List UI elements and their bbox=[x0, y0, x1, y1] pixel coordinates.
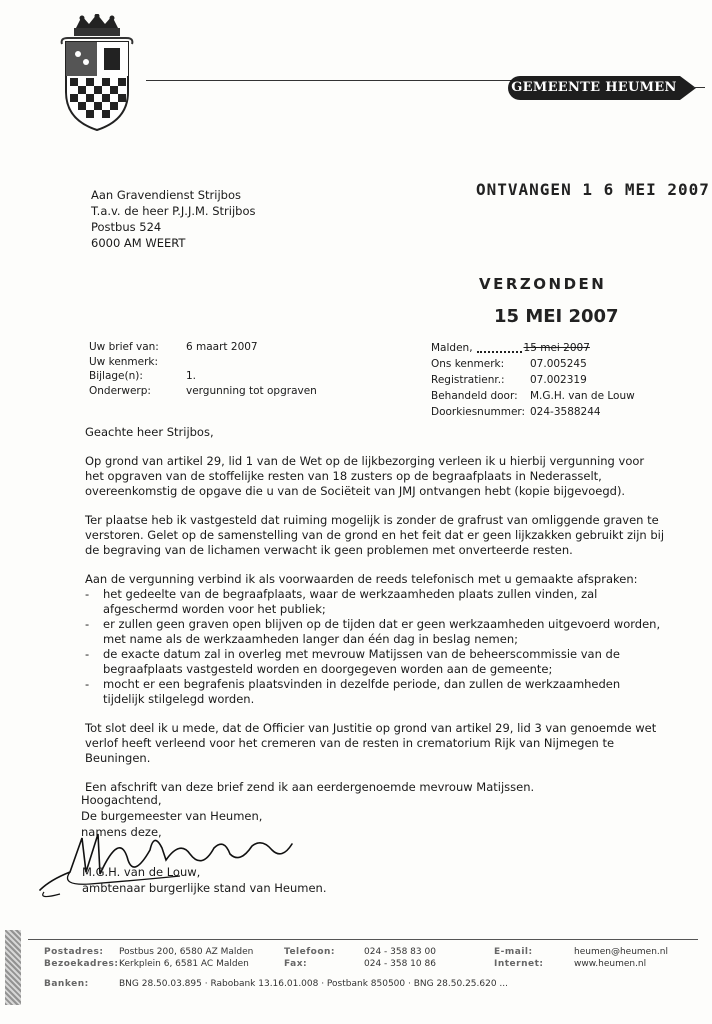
closing-line: Hoogachtend, bbox=[81, 793, 162, 807]
banner-tail bbox=[693, 87, 705, 88]
list-item: - er zullen geen graven open blijven op de tijden dat er geen werkzaamheden uitgevoerd worden, met name als de werkzaamheden langer dan één dag in beslag nemen; bbox=[85, 617, 665, 647]
meta-row bbox=[431, 388, 635, 404]
meta-row bbox=[89, 340, 317, 355]
dotted-line bbox=[477, 340, 522, 353]
paragraph: Een afschrift van deze brief zend ik aan eerdergenoemde mevrouw Matijssen. bbox=[85, 780, 535, 794]
municipality-banner: GEMEENTE HEUMEN bbox=[508, 76, 680, 100]
meta-key: Uw brief van: bbox=[89, 341, 159, 353]
signatory-title: ambtenaar burgerlijke stand van Heumen. bbox=[82, 881, 327, 895]
meta-value: M.G.H. van de Louw bbox=[530, 390, 635, 402]
list-item: - mocht er een begrafenis plaatsvinden in dezelfde periode, dan zullen de werkzaamheden tijdelijk stilgelegd worden. bbox=[85, 677, 665, 707]
meta-row bbox=[89, 384, 317, 399]
paragraph: Aan de vergunning verbind ik als voorwaarden de reeds telefonisch met u gemaakte afspraken: bbox=[85, 572, 638, 586]
scan-edge-strip bbox=[5, 930, 21, 1005]
closing-line: namens deze, bbox=[81, 825, 162, 839]
footer-label: Fax: bbox=[284, 959, 308, 969]
meta-value: 07.005245 bbox=[530, 358, 587, 370]
address-line: 6000 AM WEERT bbox=[91, 236, 186, 250]
meta-row bbox=[89, 355, 317, 370]
footer-rule bbox=[28, 939, 698, 940]
meta-key: Onderwerp: bbox=[89, 384, 151, 397]
paragraph: Op grond van artikel 29, lid 1 van de Wet op de lijkbezorging verleen ik u hierbij vergunning voor het opgraven van de stoffelijke resten van 18 zusters op de begraafplaats in Nederasselt, overeenkomstig de opgave die u van de Sociëteit van JMJ ontvangen hebt (kopie bijgevoegd). bbox=[85, 454, 645, 498]
address-line: T.a.v. de heer P.J.J.M. Strijbos bbox=[91, 204, 256, 218]
malden-date-row bbox=[431, 340, 635, 356]
footer-postadres bbox=[44, 946, 103, 958]
salutation: Geachte heer Strijbos, bbox=[85, 425, 214, 439]
footer-fax-label bbox=[284, 958, 307, 970]
meta-key: Ons kenmerk: bbox=[431, 358, 505, 370]
footer-value: 024 - 358 10 86 bbox=[364, 959, 436, 969]
footer-label: Banken: bbox=[44, 979, 89, 989]
paragraph: Ter plaatse heb ik vastgesteld dat ruiming mogelijk is zonder de grafrust van omliggende graven te verstoren. Gelet op de samenstelling van de grond en het feit dat er geen lijkzakken gebruikt zijn bij de begraving van de lichamen verwacht ik geen problemen met onverteerde resten. bbox=[85, 513, 665, 557]
meta-value: vergunning tot opgraven bbox=[186, 384, 317, 397]
footer-bezoekadres bbox=[44, 958, 119, 970]
malden-date: 15 mei 2007 bbox=[523, 342, 590, 354]
meta-key: Doorkiesnummer: bbox=[431, 406, 526, 418]
footer-label: Telefoon: bbox=[284, 947, 336, 957]
footer-label: Internet: bbox=[494, 959, 544, 969]
meta-value: 6 maart 2007 bbox=[186, 341, 258, 353]
footer-value: 024 - 358 83 00 bbox=[364, 947, 436, 957]
meta-value: 1. bbox=[186, 370, 197, 382]
reference-block-right bbox=[431, 340, 635, 420]
meta-key: Behandeld door: bbox=[431, 390, 518, 402]
meta-row bbox=[431, 372, 635, 388]
malden-label: Malden, bbox=[431, 342, 473, 354]
meta-row bbox=[89, 369, 317, 384]
coat-of-arms-icon bbox=[58, 14, 136, 132]
footer-banken-label bbox=[44, 978, 89, 990]
address-line: Aan Gravendienst Strijbos bbox=[91, 188, 241, 202]
meta-key: Uw kenmerk: bbox=[89, 355, 159, 368]
footer-label: Bezoekadres: bbox=[44, 959, 119, 969]
reference-block-left bbox=[89, 340, 317, 398]
address-line: Postbus 524 bbox=[91, 220, 162, 234]
footer-label: Postadres: bbox=[44, 947, 104, 957]
footer-internet-label bbox=[494, 958, 544, 970]
footer-banken: BNG 28.50.03.895 · Rabobank 13.16.01.008 · Postbank 850500 · BNG 28.50.25.620 ... bbox=[119, 979, 509, 989]
footer-internet-link[interactable]: www.heumen.nl bbox=[574, 959, 647, 969]
list-item: - het gedeelte van de begraafplaats, waar de werkzaamheden plaats zullen vinden, zal afgeschermd worden voor het publiek; bbox=[85, 587, 665, 617]
banner-arrow bbox=[680, 76, 696, 100]
meta-row bbox=[431, 356, 635, 372]
letter-body bbox=[85, 425, 665, 809]
footer-telefoon-label bbox=[284, 946, 335, 958]
meta-value: 024-3588244 bbox=[530, 406, 601, 418]
meta-key: Registratienr.: bbox=[431, 374, 505, 386]
received-stamp bbox=[476, 180, 710, 199]
received-label: ONTVANGEN bbox=[476, 180, 572, 199]
conditions-list bbox=[85, 587, 665, 707]
list-item: - de exacte datum zal in overleg met mevrouw Matijssen van de beheerscommissie van de begraafplaats vastgesteld worden en doorgegeven worden aan de gemeente; bbox=[85, 647, 665, 677]
footer-email-link[interactable]: heumen@heumen.nl bbox=[574, 947, 668, 957]
closing-line: De burgemeester van Heumen, bbox=[81, 809, 263, 823]
paragraph: Tot slot deel ik u mede, dat de Officier van Justitie op grond van artikel 29, lid 3 van genoemde wet verlof heeft verleend voor het cremeren van de resten in crematorium Rijk van Nijmegen te Beuningen. bbox=[85, 721, 657, 765]
meta-value: 07.002319 bbox=[530, 374, 587, 386]
received-date: 1 6 MEI 2007 bbox=[582, 180, 710, 199]
header-rule bbox=[146, 80, 511, 81]
signatory-name: M.G.H. van de Louw, bbox=[82, 865, 201, 879]
meta-row bbox=[431, 404, 635, 420]
footer-email-label bbox=[494, 946, 533, 958]
recipient-address bbox=[91, 187, 255, 251]
footer-value: Postbus 200, 6580 AZ Malden bbox=[119, 947, 254, 957]
signatory-block bbox=[82, 864, 327, 896]
meta-key: Bijlage(n): bbox=[89, 370, 143, 382]
footer-label: E-mail: bbox=[494, 947, 533, 957]
sent-stamp-date: 15 MEI 2007 bbox=[494, 306, 619, 327]
sent-stamp-label: VERZONDEN bbox=[479, 275, 607, 293]
footer-value: Kerkplein 6, 6581 AC Malden bbox=[119, 959, 249, 969]
